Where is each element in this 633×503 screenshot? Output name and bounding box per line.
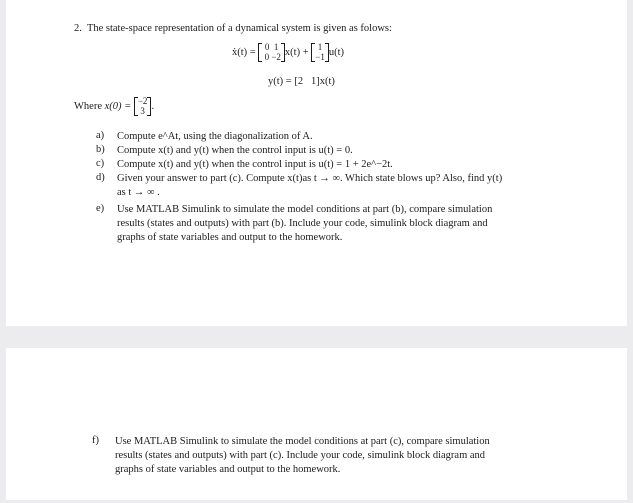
initial-vector <box>134 96 155 116</box>
part-e-label: e) <box>96 203 105 214</box>
part-f-text-line3: graphs of state variables and output to the homework. <box>115 464 341 475</box>
part-d-text-line1: Given your answer to part (c). Compute x(t)as t → ∞. Which state blows up? Also, find y(t) <box>117 173 503 184</box>
output-eq-lhs: y(t) = <box>268 76 292 87</box>
state-eq-x-term: x(t) + <box>284 46 309 58</box>
state-equation <box>232 43 344 62</box>
initial-condition <box>74 97 154 116</box>
part-c-label: c) <box>96 158 105 169</box>
initial-suffix: . <box>151 100 155 112</box>
part-b-label: b) <box>96 144 105 155</box>
output-eq-x-term: x(t) <box>319 76 335 87</box>
matrix-b <box>311 43 329 62</box>
problem-intro <box>74 22 392 35</box>
matrix-a-cell: 0 <box>264 51 270 62</box>
matrix-a-cell: −2 <box>271 51 281 62</box>
part-e-text-line1: Use MATLAB Simulink to simulate the model conditions at part (b), compare simulation <box>117 204 493 215</box>
part-e-text-line3: graphs of state variables and output to the homework. <box>117 232 343 243</box>
part-d-label: d) <box>96 172 105 183</box>
part-a-label: a) <box>96 130 105 141</box>
output-equation <box>268 76 335 87</box>
matrix-a <box>258 43 285 62</box>
initial-vector-cell: −2 <box>137 96 148 106</box>
part-f-text-line2: results (states and outputs) with part (c). Include your code, simulink block diagram and <box>115 450 486 461</box>
question-card <box>6 0 627 326</box>
state-eq-u-term: u(t) <box>328 46 345 58</box>
initial-vector-cell: 3 <box>140 105 145 116</box>
part-f-label: f) <box>92 435 99 446</box>
matrix-c: [2 1] <box>294 76 320 87</box>
matrix-b-cell: 1 <box>317 42 323 52</box>
part-a-text: Compute e^At, using the diagonalization of A. <box>117 131 313 142</box>
state-eq-lhs: ẋ(t) = <box>232 46 256 58</box>
matrix-b-cell: −1 <box>315 51 325 62</box>
part-e-text-line2: results (states and outputs) with part (b). Include your code, simulink block diagram and <box>117 218 488 229</box>
part-f-text-line1: Use MATLAB Simulink to simulate the model conditions at part (c), compare simulation <box>115 436 490 447</box>
part-c-text: Compute x(t) and y(t) when the control input is u(t) = 1 + 2e^−2t. <box>117 159 393 170</box>
matrix-a-cell: 0 <box>264 42 270 52</box>
matrix-a-cell: 1 <box>273 42 279 52</box>
question-card-continued <box>6 348 627 500</box>
problem-intro-text: The state-space representation of a dynamical system is given as folows: <box>86 23 392 34</box>
initial-lhs: x(0) = <box>104 100 132 112</box>
problem-number: 2. <box>74 23 82 34</box>
part-b-text: Compute x(t) and y(t) when the control input is u(t) = 0. <box>117 145 353 156</box>
part-d-text-line2: as t → ∞ . <box>117 187 160 198</box>
initial-prefix: Where <box>74 100 102 112</box>
